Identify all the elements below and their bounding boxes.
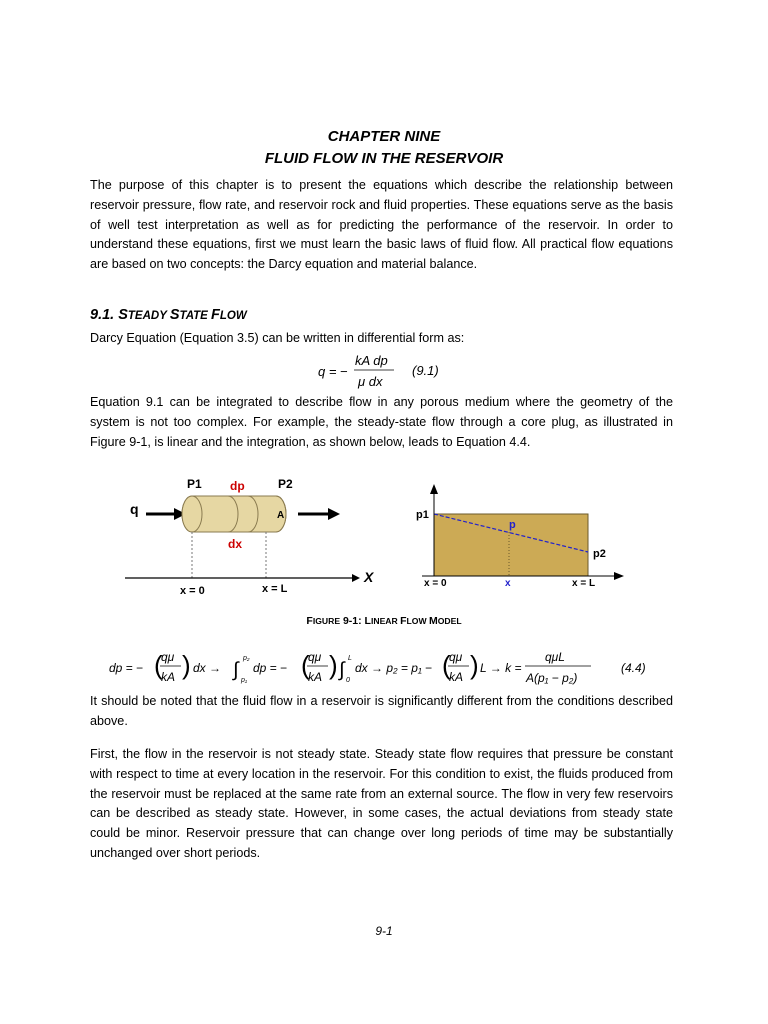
svg-text:qμL: qμL (545, 650, 565, 664)
core-a-label: A (277, 510, 285, 521)
graph-xl-label: x = L (572, 578, 596, 589)
page-number: 9-1 (375, 924, 393, 938)
section-title-s: S (118, 307, 128, 323)
graph-p2-label: p2 (593, 548, 606, 560)
svg-text:kA dp: kA dp (355, 353, 388, 368)
svg-text:dp = −: dp = − (109, 661, 144, 675)
eq-4-4-label: (4.4) (621, 661, 646, 675)
paragraph-4: First, the flow in the reservoir is not steady state. Steady state flow requires that pressure be constant with respect to time at every location in the reservoir. For this condition to exist, the fluids produced from the reservoir must be replaced at the same rate from an external source. The flow in very few reservoirs can be described as steady state. However, in some cases, the actual deviations from steady state could be minor. Reservoir pressure that can change over long periods of time may be substantially unchanged over short periods. (90, 747, 673, 860)
svg-text:0: 0 (346, 677, 350, 684)
core-x-axis (125, 574, 360, 582)
pressure-profile-figure (412, 476, 638, 592)
svg-text:): ) (329, 650, 338, 680)
chapter-number: CHAPTER NINE (327, 128, 441, 145)
svg-text:μ dx: μ dx (358, 374, 383, 389)
svg-text:A(p₁ − p₂): A(p₁ − p₂) (526, 671, 578, 685)
svg-text:L: L (348, 655, 352, 662)
svg-text:∫: ∫ (233, 659, 239, 681)
graph-x-label: x (505, 578, 511, 589)
core-p2-label: P2 (278, 477, 293, 491)
caption-f: F (306, 615, 313, 627)
caption-part: IGURE (312, 616, 341, 626)
section-title-s2: S (169, 307, 180, 323)
figure-caption (0, 615, 768, 627)
eq-9-1-label: (9.1) (412, 363, 439, 378)
core-q-label: q (130, 501, 139, 517)
svg-text:dp = −: dp = − (253, 661, 288, 675)
svg-text:L → k =: L → k = (480, 661, 522, 675)
svg-text:p₂: p₂ (243, 655, 250, 662)
svg-text:dx →: dx → (193, 661, 222, 675)
svg-text:p₁: p₁ (241, 677, 248, 684)
section-heading (90, 307, 247, 323)
section-title-part: TEADY (127, 310, 170, 322)
equation-4-4 (105, 644, 665, 692)
svg-text:qμ: qμ (161, 650, 175, 664)
svg-text:): ) (470, 650, 479, 680)
svg-text:kA: kA (449, 670, 464, 684)
svg-text:dx → p₂ = p₁ −: dx → p₂ = p₁ − (355, 661, 433, 675)
svg-text:q = −: q = − (318, 364, 348, 379)
core-dp-label: dp (230, 479, 245, 493)
section-number: 9.1. (90, 307, 115, 323)
caption-part: ODEL (437, 616, 462, 626)
graph-p1-label: p1 (416, 509, 429, 521)
caption-number: 9-1: L (340, 615, 371, 627)
inlet-arrow (146, 508, 186, 520)
darcy-lead: Darcy Equation (Equation 3.5) can be written in differential form as: (90, 331, 465, 345)
equation-9-1 (300, 350, 470, 394)
core-p1-label: P1 (187, 477, 202, 491)
core-plug-figure (120, 470, 378, 602)
svg-text:qμ: qμ (449, 650, 463, 664)
core-plug (182, 496, 286, 532)
section-title-part: TATE (179, 310, 212, 322)
svg-text:): ) (182, 650, 191, 680)
core-dx-label: dx (228, 537, 243, 551)
caption-m: M (428, 615, 438, 627)
svg-text:qμ: qμ (308, 650, 322, 664)
paragraph-2: Equation 9.1 can be integrated to describe flow in any porous medium where the geometry of the system is not too complex. For example, the steady-state flow through a core plug, as illustrated in Figure 9-1, is linear and the integration, as shown below, leads to Equation 4.4. (90, 395, 673, 449)
graph-x0-label: x = 0 (424, 578, 447, 589)
svg-text:kA: kA (308, 670, 323, 684)
svg-text:(: ( (301, 650, 310, 680)
core-xl-label: x = L (262, 583, 288, 595)
graph-p-label: p (509, 519, 516, 531)
chapter-title: FLUID FLOW IN THE RESERVOIR (264, 150, 504, 167)
section-title-part: LOW (219, 310, 247, 322)
outlet-arrow (298, 508, 340, 520)
intro-paragraph: The purpose of this chapter is to present the equations which describe the relationship between reservoir pressure, flow rate, and reservoir rock and fluid properties. These equations serve as the basis of well test interpretation as well as for predicting the performance of the reservoir. In order to understand these equations, first we must learn the basic laws of fluid flow. All practical flow equations are based on two concepts: the Darcy equation and material balance. (90, 178, 673, 272)
core-x-axis-label: X (364, 569, 374, 585)
paragraph-3: It should be noted that the fluid flow in a reservoir is significantly different from the conditions described above. (90, 694, 673, 728)
core-x0-label: x = 0 (180, 585, 205, 597)
svg-text:(: ( (442, 650, 451, 680)
svg-text:∫: ∫ (339, 659, 345, 681)
svg-text:kA: kA (161, 670, 176, 684)
caption-part: LOW (406, 616, 429, 626)
section-title-f: F (211, 307, 220, 323)
caption-f2: F (400, 615, 407, 627)
caption-part: INEAR (370, 616, 401, 626)
svg-text:(: ( (154, 650, 163, 680)
